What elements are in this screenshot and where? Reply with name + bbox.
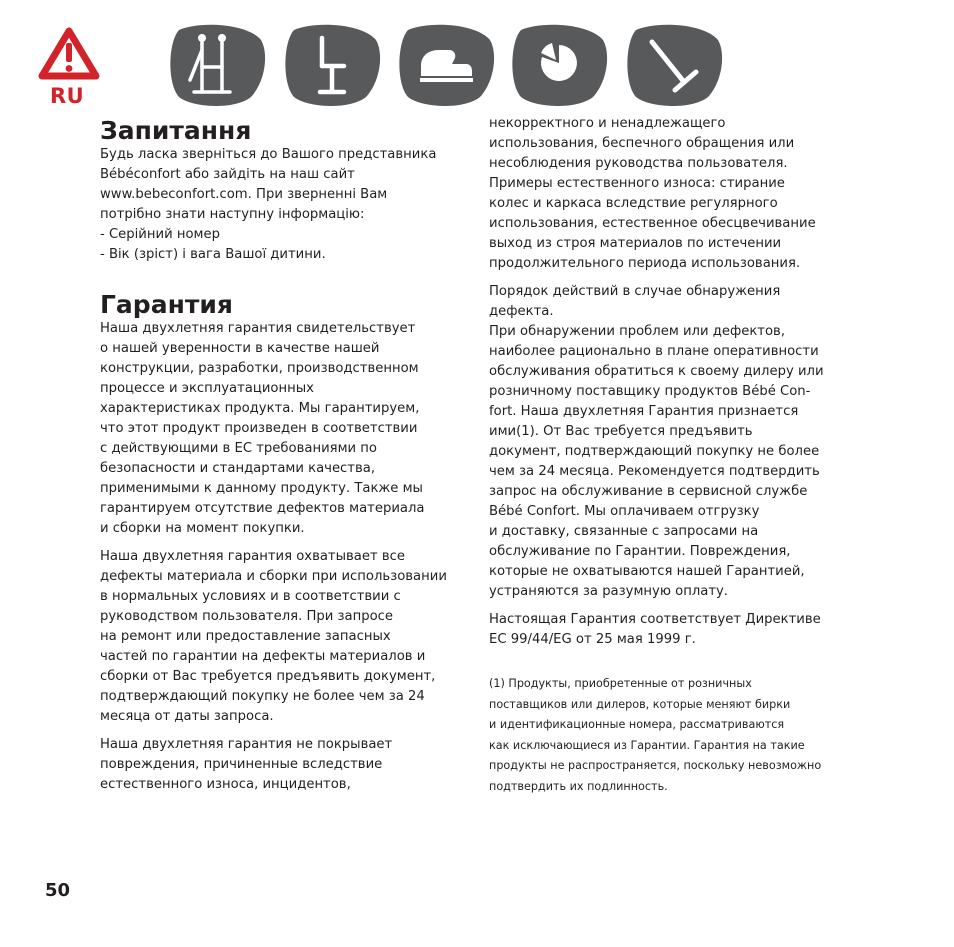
text-line: потрібно знати наступну інформацію: — [100, 207, 365, 222]
text-line: обслуживания обратиться к своему дилеру или — [489, 364, 824, 379]
list-item: - Серійний номер — [100, 227, 220, 242]
car-seat-icon — [394, 20, 498, 106]
text-line: чем за 24 месяца. Рекомендуется подтвердить — [489, 464, 820, 479]
text-line: использования, беспечного обращения или — [489, 136, 795, 151]
footnote-line: поставщиков или дилеров, которые меняют бирки — [489, 697, 791, 711]
text-line: характеристиках продукта. Мы гарантируем, — [100, 401, 420, 416]
text-line: выход из строя материалов по истечении — [489, 236, 782, 251]
text-line: Будь ласка зверніться до Вашого представника — [100, 147, 437, 162]
text-line: руководством пользователя. При запросе — [100, 609, 394, 624]
text-line: использования, естественное обесцвечивание — [489, 216, 816, 231]
defect-procedure-paragraph — [489, 282, 849, 602]
text-line: безопасности и стандартами качества, — [100, 461, 376, 476]
warning-triangle-icon — [37, 26, 101, 82]
text-line: процессе и эксплуатационных — [100, 381, 314, 396]
text-line: fort. Наша двухлетняя Гарантия признается — [489, 404, 799, 419]
text-line: Наша двухлетняя гарантия охватывает все — [100, 549, 405, 564]
text-line: Настоящая Гарантия соответствует Директиве — [489, 612, 821, 627]
text-line: Наша двухлетняя гарантия не покрывает — [100, 737, 393, 752]
text-line: месяца от даты запроса. — [100, 709, 274, 724]
hand-cutoff-icon — [622, 20, 726, 106]
text-line: www.bebeconfort.com. При зверненні Вам — [100, 187, 388, 202]
text-line: запрос на обслуживание в сервисной службе — [489, 484, 808, 499]
text-line: При обнаружении проблем или дефектов, — [489, 324, 786, 339]
text-line: подтверждающий покупку не более чем за 24 — [100, 689, 425, 704]
warranty-paragraph-3 — [100, 735, 465, 795]
text-line: Порядок действий в случае обнаружения — [489, 284, 781, 299]
list-item: - Вік (зріст) і вага Вашої дитини. — [100, 247, 326, 262]
footnote — [489, 674, 849, 797]
text-line: и доставку, связанные с запросами на — [489, 524, 759, 539]
chair-icon — [280, 20, 384, 106]
text-line: повреждения, причиненные вследствие — [100, 757, 383, 772]
text-line: некорректного и ненадлежащего — [489, 116, 726, 131]
right-column — [489, 114, 849, 797]
pie-chart-icon — [507, 20, 611, 106]
text-line: в нормальных условиях и в соответствии с — [100, 589, 401, 604]
text-line: Наша двухлетняя гарантия свидетельствует — [100, 321, 416, 336]
text-line: ими(1). От Вас требуется предъявить — [489, 424, 753, 439]
text-line: документ, подтверждающий покупку не более — [489, 444, 820, 459]
text-line: конструкции, разработки, производственном — [100, 361, 419, 376]
language-code: RU — [50, 84, 85, 108]
text-line: частей по гарантии на дефекты материалов и — [100, 649, 426, 664]
text-line: продолжительного периода использования. — [489, 256, 801, 271]
text-line: розничному поставщику продуктов Bébé Con- — [489, 384, 811, 399]
text-line: естественного износа, инцидентов, — [100, 777, 351, 792]
footnote-line: подтвердить их подлинность. — [489, 779, 668, 793]
text-line: о нашей уверенности в качестве нашей — [100, 341, 380, 356]
text-line: Примеры естественного износа: стирание — [489, 176, 785, 191]
text-line: колес и каркаса вследствие регулярного — [489, 196, 778, 211]
high-chair-icon — [165, 20, 269, 106]
text-line: которые не охватываются нашей Гарантией, — [489, 564, 805, 579]
footnote-line: как исключающиеся из Гарантии. Гарантия на такие — [489, 738, 805, 752]
text-line: ЕС 99/44/EG от 25 мая 1999 г. — [489, 632, 696, 647]
text-line: Bébéconfort або зайдіть на наш сайт — [100, 167, 355, 182]
footnote-line: продукты не распространяется, поскольку невозможно — [489, 759, 822, 772]
section-title-questions: Запитання — [100, 116, 252, 145]
text-line: обслуживание по Гарантии. Повреждения, — [489, 544, 791, 559]
text-line: наиболее рационально в плане оперативности — [489, 344, 819, 359]
questions-paragraph — [100, 145, 465, 265]
footnote-line: (1) Продукты, приобретенные от розничных — [489, 677, 752, 690]
text-line: сборки от Вас требуется предъявить документ, — [100, 669, 436, 684]
text-line: гарантируем отсутствие дефектов материала — [100, 501, 425, 516]
footnote-line: и идентификационные номера, рассматриваются — [489, 718, 785, 731]
left-column — [100, 117, 465, 795]
text-line: на ремонт или предоставление запасных — [100, 629, 391, 644]
directive-paragraph — [489, 610, 849, 650]
text-line: и сборки на момент покупки. — [100, 521, 305, 536]
wear-paragraph — [489, 114, 849, 274]
text-line: применимыми к данному продукту. Также мы — [100, 481, 423, 496]
page-number: 50 — [45, 880, 71, 901]
text-line: устраняются за разумную оплату. — [489, 584, 729, 599]
warranty-paragraph-2 — [100, 547, 465, 727]
text-line: дефекты материала и сборки при использовании — [100, 569, 447, 584]
section-title-warranty: Гарантия — [100, 290, 233, 319]
text-line: с действующими в ЕС требованиями по — [100, 441, 378, 456]
text-line: дефекта. — [489, 304, 554, 319]
text-line: что этот продукт произведен в соответствии — [100, 421, 418, 436]
warranty-paragraph-1 — [100, 319, 465, 539]
text-line: Bébé Confort. Мы оплачиваем отгрузку — [489, 504, 760, 519]
text-line: несоблюдения руководства пользователя. — [489, 156, 788, 171]
